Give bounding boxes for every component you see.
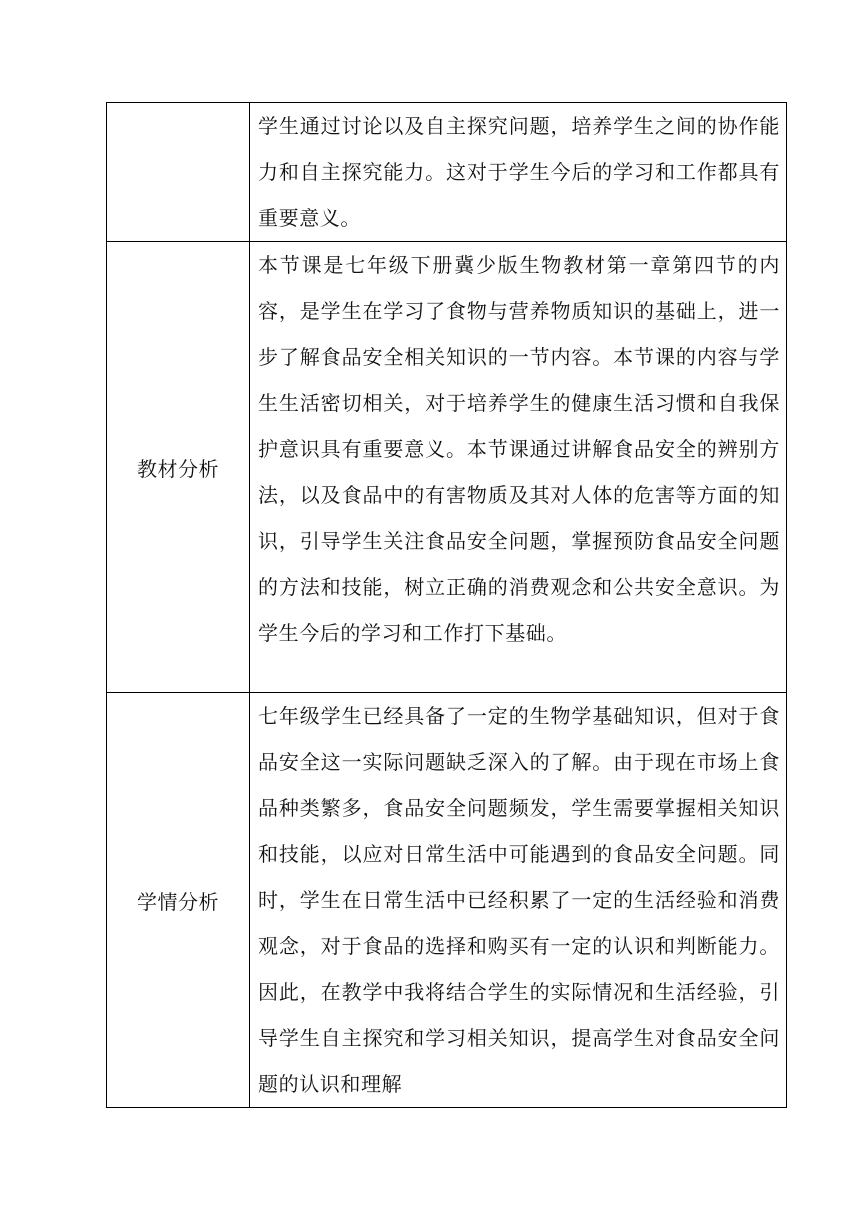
table-row xyxy=(107,242,787,693)
continued-paragraph: 学生通过讨论以及自主探究问题，培养学生之间的协作能力和自主探究能力。这对于学生今后的学习和工作都具有重要意义。 xyxy=(258,114,780,230)
textbook-analysis-paragraph: 本节课是七年级下册冀少版生物教材第一章第四节的内容，是学生在学习了食物与营养物质知识的基础上，进一步了解食品安全相关知识的一节内容。本节课的内容与学生生活密切相关，对于培养学生的健康生活习惯和自我保护意识具有重要意义。本节课通过讲解食品安全的辨别方法，以及食品中的有害物质及其对人体的危害等方面的知识，引导学生关注食品安全问题，掌握预防食品安全问题的方法和技能，树立正确的消费观念和公共安全意识。为学生今后的学习和工作打下基础。 xyxy=(258,253,780,645)
row-content-continued xyxy=(250,103,787,242)
table-row xyxy=(107,693,787,1108)
row-label-student-analysis: 学情分析 xyxy=(107,693,250,1108)
student-analysis-paragraph: 七年级学生已经具备了一定的生物学基础知识，但对于食品安全这一实际问题缺乏深入的了解。由于现在市场上食品种类繁多，食品安全问题频发，学生需要掌握相关知识和技能，以应对日常生活中可能遇到的食品安全问题。同时，学生在日常生活中已经积累了一定的生活经验和消费观念，对于食品的选择和购买有一定的认识和判断能力。因此，在教学中我将结合学生的实际情况和生活经验，引导学生自主探究和学习相关知识，提高学生对食品安全问题的认识和理解 xyxy=(258,704,780,1096)
row-content-textbook-analysis xyxy=(250,242,787,693)
table-row xyxy=(107,103,787,242)
row-label-textbook-analysis: 教材分析 xyxy=(107,242,250,693)
lesson-plan-table xyxy=(106,102,787,1108)
row-label-empty xyxy=(107,103,250,242)
document-page xyxy=(106,102,786,1108)
row-content-student-analysis xyxy=(250,693,787,1108)
